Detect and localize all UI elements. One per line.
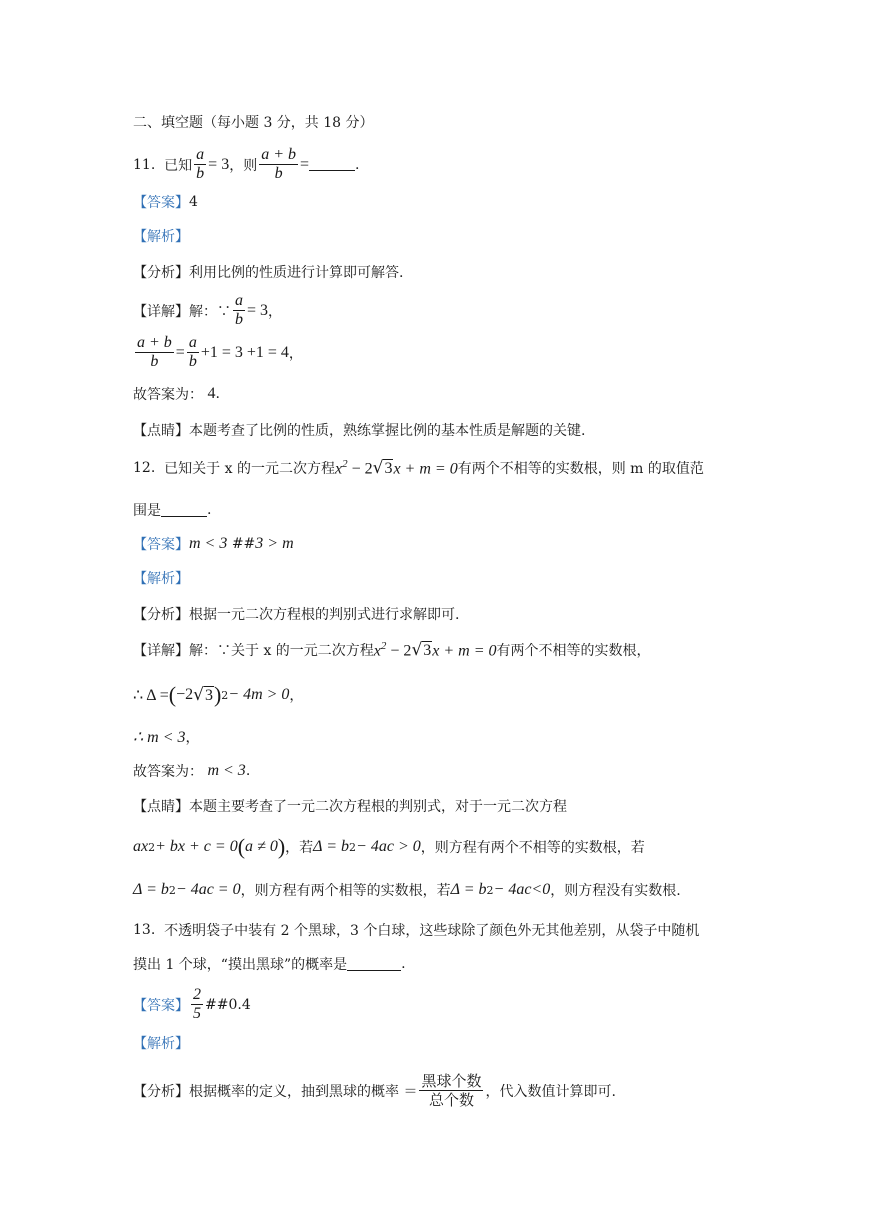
answer-blank [161, 504, 207, 517]
q11-frac-a-b: $\frac{a}{b}$ [196, 146, 205, 182]
q13-answer-frac: $\frac{2}{5}$ [193, 986, 201, 1022]
answer-blank [347, 958, 401, 971]
q13-stem-line2: 摸出 1 个球，“摸出黑球”的概率是 . [133, 956, 406, 973]
q11-xiangjie-frac: $\frac{a}{b}$ [235, 292, 243, 328]
q13-fenxi-frac: $\frac{\text{黑球个数}}{\text{总个数}}$ [421, 1072, 482, 1109]
q12-equation: $x^2 - 2$ √ 3 x + m = 0 [334, 458, 458, 479]
q11-fenxi: 【分析】 利用比例的性质进行计算即可解答. [133, 265, 404, 281]
q12-xiangjie: 【详解】 解：∵关于 x 的一元二次方程 $x^2 - 2$ √ 3 x + m = 0 有两个不相等的实数根， [133, 640, 651, 661]
q11-frac-aplusb-b: $\frac{a + b}{b}$ [261, 146, 296, 182]
q12-answer: 【答案】 m < 3 ## 3 > m [133, 535, 294, 553]
q12-stem: 12. 已知关于 x 的一元二次方程 $x^2 - 2$ √ 3 x + m = 0 有两个不相等的实数根，则 m 的取值范 [133, 458, 704, 479]
q12-conclusion: 故答案为： m < 3 . [133, 762, 251, 780]
q13-jiexi: 【解析】 [133, 1036, 189, 1052]
q12-delta: ∴ Δ = ( −2 √ 3 ) 2 − 4m > 0 ， [133, 682, 304, 707]
q11-jiexi: 【解析】 [133, 229, 189, 245]
q12-xiangjie-equation: $x^2 - 2$ √ 3 x + m = 0 [373, 640, 497, 661]
q12-dianjing-line2: ax 2 + bx + c = 0 ( a ≠ 0 ) ，若 Δ = b 2 − 4ac > 0 ，则方程有两个不相等的实数根，若 [133, 834, 645, 859]
q12-dianjing-line3: Δ = b 2 − 4ac = 0 ，则方程有两个相等的实数根，若 Δ = b 2 − 4ac<0 ，则方程没有实数根. [133, 881, 681, 899]
q11-dianjing: 【点睛】 本题考查了比例的性质，熟练掌握比例的基本性质是解题的关键. [133, 423, 586, 439]
answer-blank [309, 158, 355, 171]
q11-conclusion: 故答案为： 4 . [133, 385, 220, 403]
q13-stem: 13. 不透明袋子中装有 2 个黑球，3 个白球，这些球除了颜色外无其他差别，从袋子中随机 [133, 922, 700, 939]
q12-dianjing: 【点睛】 本题主要考查了一元二次方程根的判别式，对于一元二次方程 [133, 799, 567, 815]
q11-step2-frac2: $\frac{a}{b}$ [188, 334, 197, 370]
section-header: 二、填空题（每小题 3 分，共 18 分） [133, 115, 374, 131]
q12-stem-line2: 围是 . [133, 502, 212, 519]
q11-answer: 【答案】 4 [133, 194, 198, 211]
q12-step-m: ∴ m < 3 ， [133, 729, 200, 746]
q13-fenxi: 【分析】 根据概率的定义，抽到黑球的概率 ＝ $\frac{\text{黑球个数}}{\text{总个数}}$ ，代入数值计算即可. [133, 1072, 616, 1109]
q12-jiexi: 【解析】 [133, 571, 189, 587]
q12-fenxi: 【分析】 根据一元二次方程根的判别式进行求解即可. [133, 607, 460, 623]
q11-step2-frac1: $\frac{a + b}{b}$ [137, 334, 172, 370]
q11-step2: $\frac{a + b}{b}$ = $\frac{a}{b}$ +1 = 3 +1 = 4 ， [137, 334, 303, 370]
q13-answer: 【答案】 $\frac{2}{5}$ ##0.4 [133, 986, 251, 1022]
q11-stem: 11. 已知 $\frac{a}{b}$ = 3 ，则 $\frac{a + b}{b}$ = . [133, 146, 360, 182]
q11-xiangjie: 【详解】 解：∵ $\frac{a}{b}$ = 3 ， [133, 292, 283, 328]
